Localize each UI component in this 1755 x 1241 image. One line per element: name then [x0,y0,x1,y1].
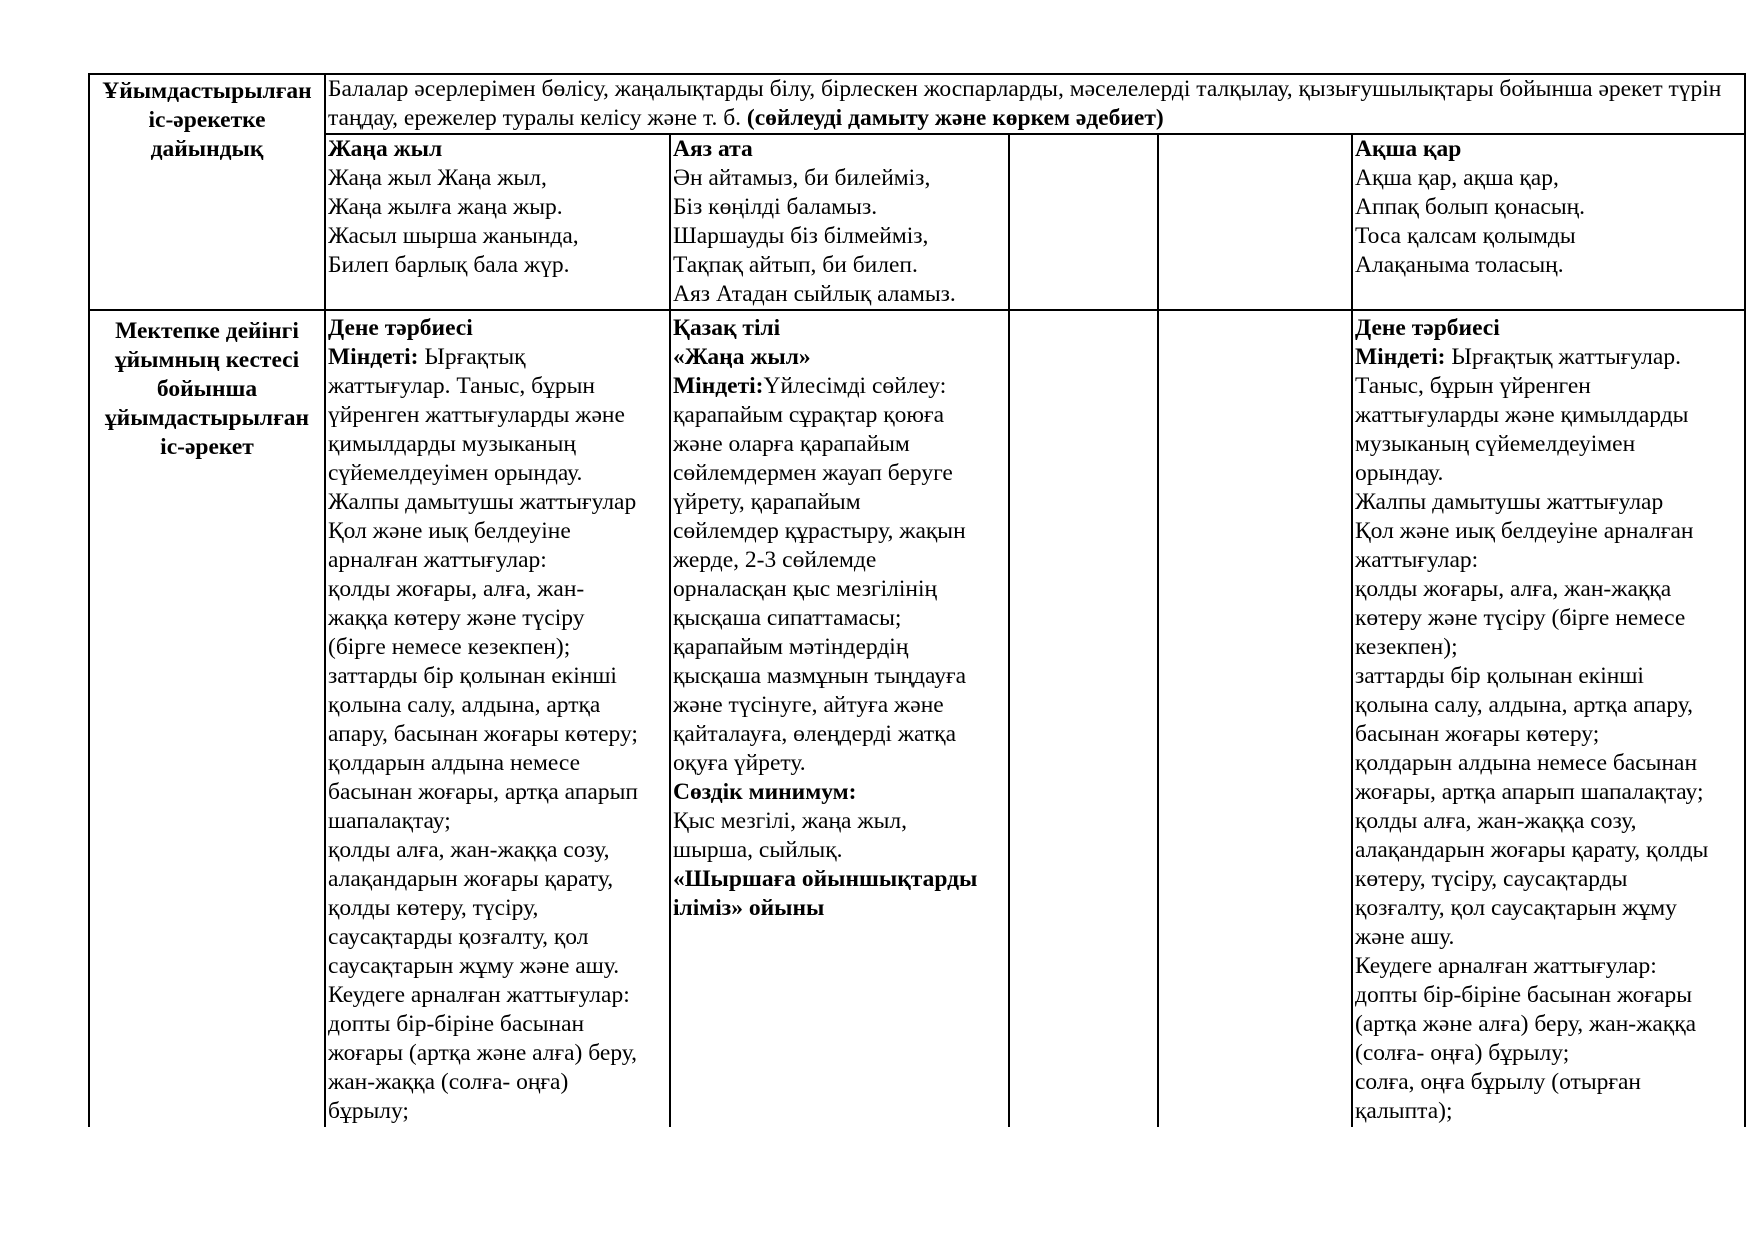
poem-cell-5 [1352,134,1745,310]
poem-1-line: Билеп барлық бала жүр. [328,252,570,278]
pe-5-line: заттарды бір қолынан екінші [1355,663,1644,689]
pe-1-title: Дене тәрбиесі [328,315,473,341]
poem-2-line: Шаршауды біз білмейміз, [673,223,929,249]
pe-5-line: басынан жоғары көтеру; [1355,721,1600,747]
activity-header-cell [89,310,325,1127]
pe-1-line: алақандарын жоғары қарату, [328,866,614,892]
pe-1-line: жаққа көтеру және түсіру [328,605,585,631]
activity-cell-pe-1 [325,310,670,1127]
pe-1-line: сүйемелдеуімен орындау. [328,460,583,486]
kazakh-task-line: қарапайым сұрақтар қоюға [673,402,945,428]
kazakh-title: Қазақ тілі [673,315,781,341]
poem-2-title: Аяз ата [673,136,753,162]
pe-5-task-label: Міндеті: [1355,344,1446,370]
kazakh-task-line: және түсінуге, айтуға және [673,692,944,718]
pe-1-line: қолдарын алдына немесе [328,750,580,776]
pe-5-line: Жалпы дамытушы жаттығулар [1355,489,1664,515]
poem-5-line: Ақша қар, ақша қар, [1355,165,1559,191]
pe-1-line: заттарды бір қолынан екінші [328,663,617,689]
pe-5-title: Дене тәрбиесі [1355,315,1500,341]
activity-header-line4: ұйымдастырылған [104,405,310,431]
pe-5-line: (артқа және алға) беру, жан-жаққа [1355,1011,1697,1037]
pe-1-line: саусақтарды қозғалту, қол [328,924,589,950]
poem-5-line: Тоса қалсам қолымды [1355,223,1576,249]
kazakh-task-line: орналасқан қыс мезгілінің [673,576,938,602]
kazakh-vocab-line: шырша, сыйлық. [673,837,843,863]
kazakh-task-line: және оларға қарапайым [673,431,910,457]
pe-1-line: бұрылу; [328,1098,409,1124]
pe-1-line: Жалпы дамытушы жаттығулар [328,489,637,515]
kazakh-task-line: сөйлемдер құрастыру, жақын [673,518,966,544]
poem-cell-1 [325,134,670,310]
kazakh-task-line: қарапайым мәтіндердің [673,634,909,660]
activity-cell-kazakh [670,310,1009,1127]
pe-1-line: жан-жаққа (солға- оңға) [328,1069,569,1095]
pe-1-line: Ырғақтық [418,344,526,370]
poem-5-line: Аппақ болып қонасың. [1355,194,1586,220]
activity-cell-4-empty [1158,310,1352,1127]
pe-1-line: допты бір-біріне басынан [328,1011,585,1037]
kazakh-task-label: Міндеті: [673,373,764,399]
kazakh-task-line: оқуға үйрету. [673,750,806,776]
pe-1-line: арналған жаттығулар: [328,547,547,573]
pe-1-line: апару, басынан жоғары көтеру; [328,721,638,747]
pe-1-line: қимылдарды музыканың [328,431,576,457]
activity-header-line3: бойынша [156,376,258,402]
pe-1-line: Кеудеге арналған жаттығулар: [328,982,630,1008]
poem-2-line: Тақпақ айтып, би билеп. [673,252,918,278]
pe-5-line: музыканың сүйемелдеуімен [1355,431,1636,457]
poem-5-title: Ақша қар [1355,136,1462,162]
pe-5-line: Таныс, бұрын үйренген [1355,373,1591,399]
pe-5-line: көтеру, түсіру, саусақтарды [1355,866,1628,892]
kazakh-vocab-label: Сөздік минимум: [673,779,857,805]
pe-1-line: саусақтарын жұму және ашу. [328,953,620,979]
pe-1-line: қолды көтеру, түсіру, [328,895,539,921]
pe-1-line: қолына салу, алдына, артқа [328,692,601,718]
schedule-table [88,73,1746,1127]
pe-1-task-label: Міндеті: [328,344,419,370]
prep-row-poems [89,134,1745,310]
pe-1-line: Қол және иық белдеуіне [328,518,571,544]
activity-header-line2: ұйымның кестесі [114,347,300,373]
poem-5-line: Алақаныма толасың. [1355,252,1564,278]
pe-5-line: қолды жоғары, алға, жан-жаққа [1355,576,1672,602]
pe-5-line: қалыпта); [1355,1098,1453,1124]
kazakh-vocab-line: Қыс мезгілі, жаңа жыл, [673,808,907,834]
poem-2-line: Аяз Атадан сыйлық аламыз. [673,281,956,307]
pe-5-line: Кеудеге арналған жаттығулар: [1355,953,1657,979]
activity-header-line1: Мектепке дейінгі [115,318,299,344]
pe-5-line: жаттығулар: [1355,547,1479,573]
activity-cell-3-empty [1009,310,1158,1127]
poem-2-line: Біз көңілді баламыз. [673,194,878,220]
kazakh-task-line: қысқаша мазмұнын тыңдауға [673,663,967,689]
pe-5-line: допты бір-біріне басынан жоғары [1355,982,1692,1008]
prep-description-cell [325,74,1745,134]
kazakh-task-line: сөйлемдермен жауап беруге [673,460,953,486]
pe-5-line: орындау. [1355,460,1444,486]
prep-header-line2: іс-әрекетке [148,107,266,133]
prep-header-line3: дайындық [150,136,264,162]
poem-cell-2 [670,134,1009,310]
pe-1-line: шапалақтау; [328,808,451,834]
kazakh-game-line: «Шыршаға ойыншықтарды [673,866,978,892]
poem-1-title: Жаңа жыл [328,136,443,162]
pe-5-line: жоғары, артқа апарып шапалақтау; [1355,779,1704,805]
pe-1-line: қолды жоғары, алға, жан- [328,576,585,602]
kazakh-task-line: қысқаша сипаттамасы; [673,605,902,631]
activity-cell-pe-5 [1352,310,1745,1127]
pe-1-line: қолды алға, жан-жаққа созу, [328,837,610,863]
pe-1-line: үйренген жаттығуларды және [328,402,625,428]
kazakh-subtitle: «Жаңа жыл» [673,344,811,370]
poem-1-line: Жаңа жылға жаңа жыр. [328,194,563,220]
poem-1-line: Жасыл шырша жанында, [328,223,579,249]
pe-1-line: жаттығулар. Таныс, бұрын [328,373,595,399]
poem-cell-3-empty [1009,134,1158,310]
kazakh-game-line: іліміз» ойыны [673,895,825,921]
prep-description-text: Балалар әсерлерімен бөлісу, жаңалықтарды білу, бірлескен жоспарларды, мәселелерді талқылау, қызығушылықтары бойынша әрекет түрін таңдау, ережелер туралы келісу және т. б. [328,76,1722,131]
prep-description-bold: (сөйлеуді дамыту және көркем әдебиет) [746,105,1164,131]
kazakh-task-line: жерде, 2-3 сөйлемде [673,547,877,573]
pe-5-line: қолдарын алдына немесе басынан [1355,750,1698,776]
activity-header-line5: іс-әрекет [160,434,254,460]
activity-row [89,310,1745,1127]
poem-cell-4-empty [1158,134,1352,310]
prep-row-top [89,74,1745,134]
pe-5-line: Қол және иық белдеуіне арналған [1355,518,1694,544]
pe-5-line: Ырғақтық жаттығулар. [1445,344,1681,370]
kazakh-task-line: үйрету, қарапайым [673,489,861,515]
prep-header-cell [89,74,325,310]
pe-5-line: кезекпен); [1355,634,1458,660]
pe-1-line: жоғары (артқа және алға) беру, [328,1040,638,1066]
pe-5-line: солға, оңға бұрылу (отырған [1355,1069,1642,1095]
pe-1-line: басынан жоғары, артқа апарып [328,779,638,805]
pe-5-line: көтеру және түсіру (бірге немесе [1355,605,1686,631]
pe-5-line: қолды алға, жан-жаққа созу, [1355,808,1637,834]
kazakh-task-line: қайталауға, өлеңдерді жатқа [673,721,956,747]
poem-2-line: Ән айтамыз, би билейміз, [673,165,931,191]
pe-5-line: қолына салу, алдына, артқа апару, [1355,692,1694,718]
pe-1-line: (бірге немесе кезекпен); [328,634,571,660]
poem-1-line: Жаңа жыл Жаңа жыл, [328,165,547,191]
prep-header-line1: Ұйымдастырылған [102,78,312,104]
pe-5-line: қозғалту, қол саусақтарын жұму [1355,895,1677,921]
pe-5-line: (солға- оңға) бұрылу; [1355,1040,1570,1066]
pe-5-line: алақандарын жоғары қарату, қолды [1355,837,1709,863]
pe-5-line: жаттығуларды және қимылдарды [1355,402,1689,428]
pe-5-line: және ашу. [1355,924,1455,950]
kazakh-task-line: Үйлесімді сөйлеу: [763,373,947,399]
